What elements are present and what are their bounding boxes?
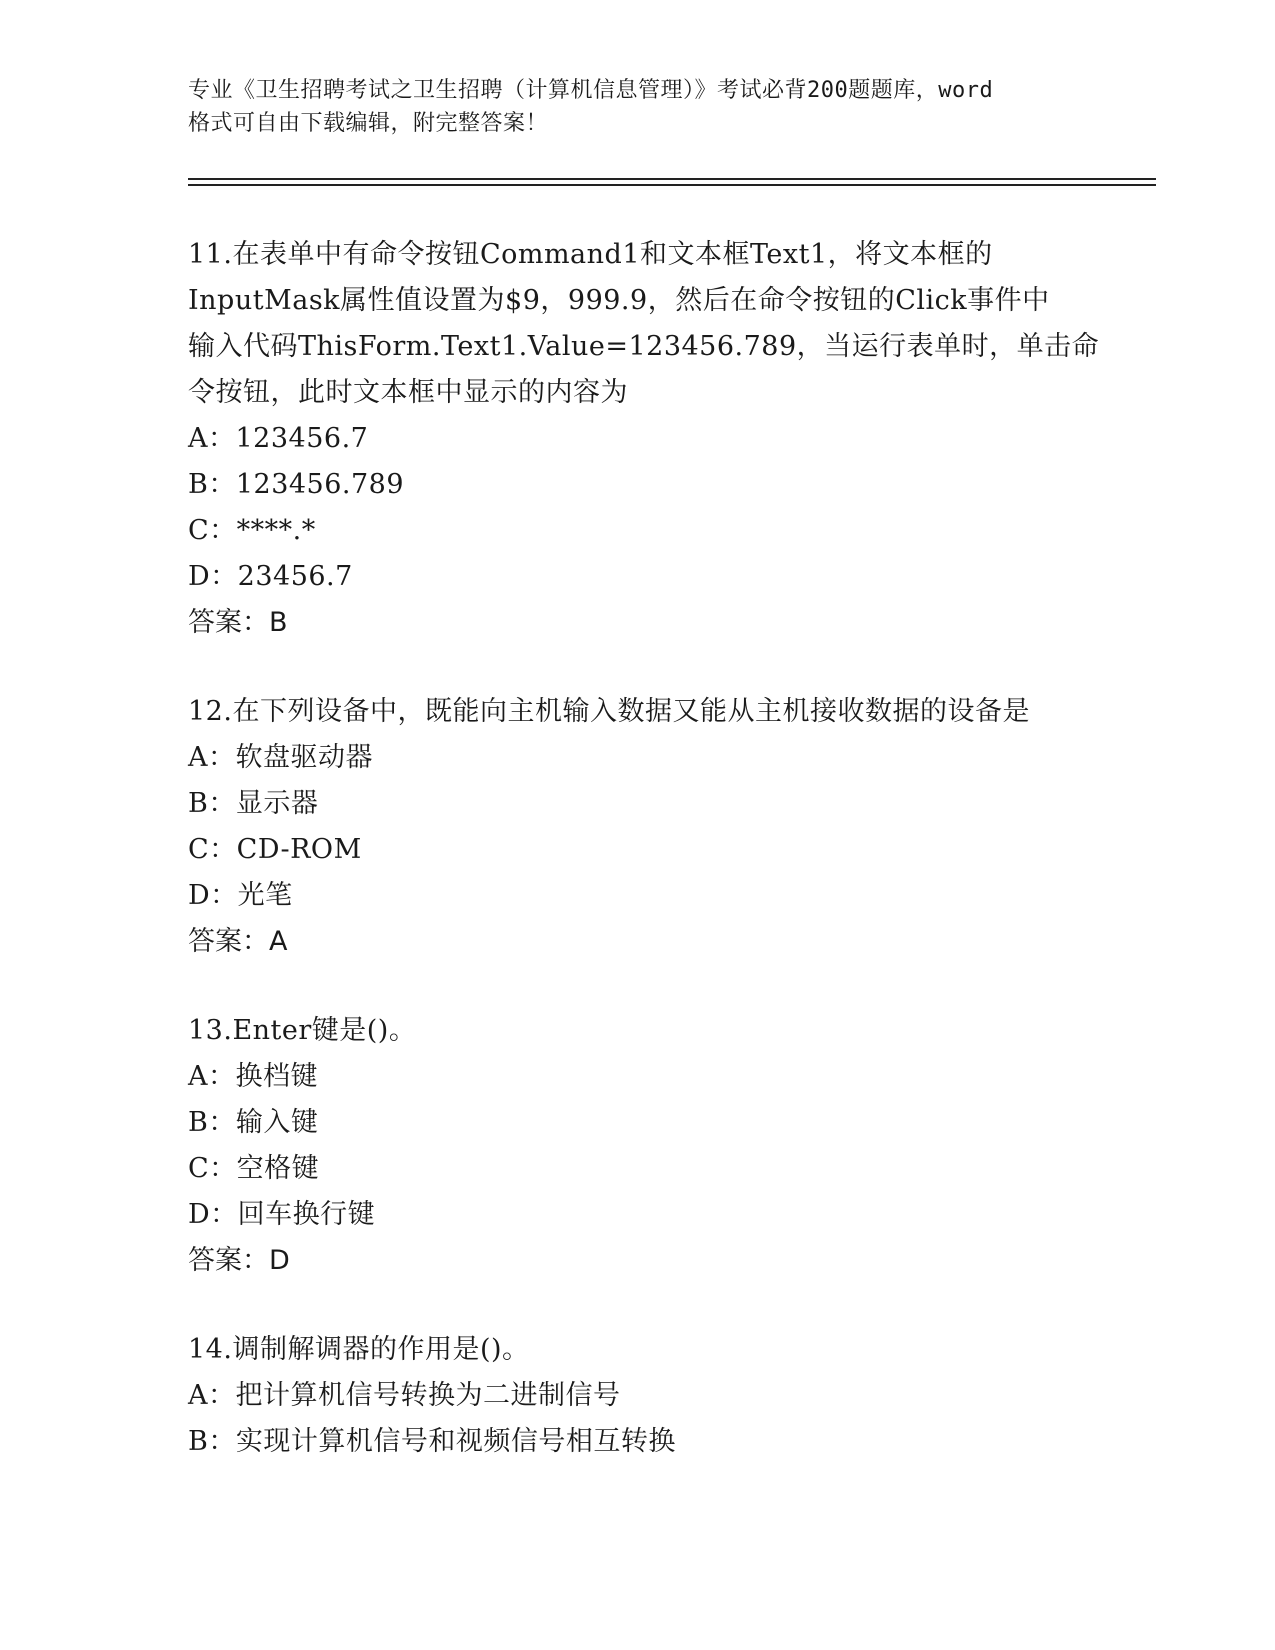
answer-option [188, 1192, 1118, 1238]
option-text: 123456.789 [235, 469, 405, 500]
question-stem-line: 14.调制解调器的作用是()。 [188, 1334, 530, 1365]
option-text: 回车换行键 [237, 1199, 376, 1230]
question-stem-line: InputMask属性值设置为$9，999.9，然后在命令按钮的Click事件中 [188, 285, 1050, 316]
answer-option [188, 1146, 1118, 1192]
option-text: 换档键 [235, 1061, 318, 1092]
answer-key: 答案：B [188, 607, 288, 638]
answer-option [188, 781, 1118, 827]
option-text: ****.* [236, 515, 316, 546]
header-divider-top [188, 178, 1156, 180]
answer-option [188, 1419, 1118, 1465]
header-divider-bottom [188, 184, 1156, 186]
question-stem-line: 13.Enter键是()。 [188, 1015, 417, 1046]
answer-option [188, 554, 1118, 600]
option-key: B： [188, 1426, 236, 1457]
answer-option [188, 416, 1118, 462]
question-block [188, 232, 1118, 646]
option-key: A： [188, 1380, 236, 1411]
answer-option [188, 873, 1118, 919]
option-key: A： [188, 423, 236, 454]
question-stem-line: 输入代码ThisForm.Text1.Value=123456.789，当运行表单时，单击命 [188, 331, 1100, 362]
question-list [188, 232, 1118, 1508]
answer-option [188, 827, 1118, 873]
answer-option [188, 1054, 1118, 1100]
answer-option [188, 508, 1118, 554]
option-text: 光笔 [237, 880, 293, 911]
answer-key: 答案：A [188, 926, 288, 957]
option-text: 输入键 [235, 1107, 319, 1138]
option-text: 123456.7 [235, 423, 369, 454]
question-stem-line: 令按钮，此时文本框中显示的内容为 [188, 377, 628, 408]
option-text: 显示器 [235, 788, 319, 819]
option-key: D： [188, 561, 238, 592]
answer-option [188, 735, 1118, 781]
option-text: 空格键 [236, 1153, 320, 1184]
option-key: B： [188, 1107, 236, 1138]
answer-option [188, 1373, 1118, 1419]
option-text: 把计算机信号转换为二进制信号 [235, 1380, 621, 1411]
option-key: B： [188, 788, 236, 819]
option-key: B： [188, 469, 236, 500]
document-header [188, 74, 1088, 140]
header-line-1: 专业《卫生招聘考试之卫生招聘（计算机信息管理）》考试必背200题题库，word [188, 78, 994, 103]
question-block [188, 1327, 1118, 1465]
option-text: 软盘驱动器 [235, 742, 373, 773]
question-stem-line: 12.在下列设备中，既能向主机输入数据又能从主机接收数据的设备是 [188, 696, 1030, 727]
question-block [188, 1008, 1118, 1284]
answer-option [188, 462, 1118, 508]
option-text: CD-ROM [236, 834, 362, 865]
option-key: A： [188, 1061, 236, 1092]
option-text: 23456.7 [237, 561, 353, 592]
option-key: A： [188, 742, 236, 773]
option-text: 实现计算机信号和视频信号相互转换 [235, 1426, 676, 1457]
option-key: C： [188, 515, 237, 546]
option-key: D： [188, 880, 238, 911]
header-line-2: 格式可自由下载编辑，附完整答案！ [188, 111, 549, 136]
question-stem-line: 11.在表单中有命令按钮Command1和文本框Text1，将文本框的 [188, 239, 993, 270]
answer-key: 答案：D [188, 1245, 290, 1276]
option-key: C： [188, 1153, 237, 1184]
option-key: C： [188, 834, 237, 865]
question-block [188, 689, 1118, 965]
answer-option [188, 1100, 1118, 1146]
option-key: D： [188, 1199, 238, 1230]
